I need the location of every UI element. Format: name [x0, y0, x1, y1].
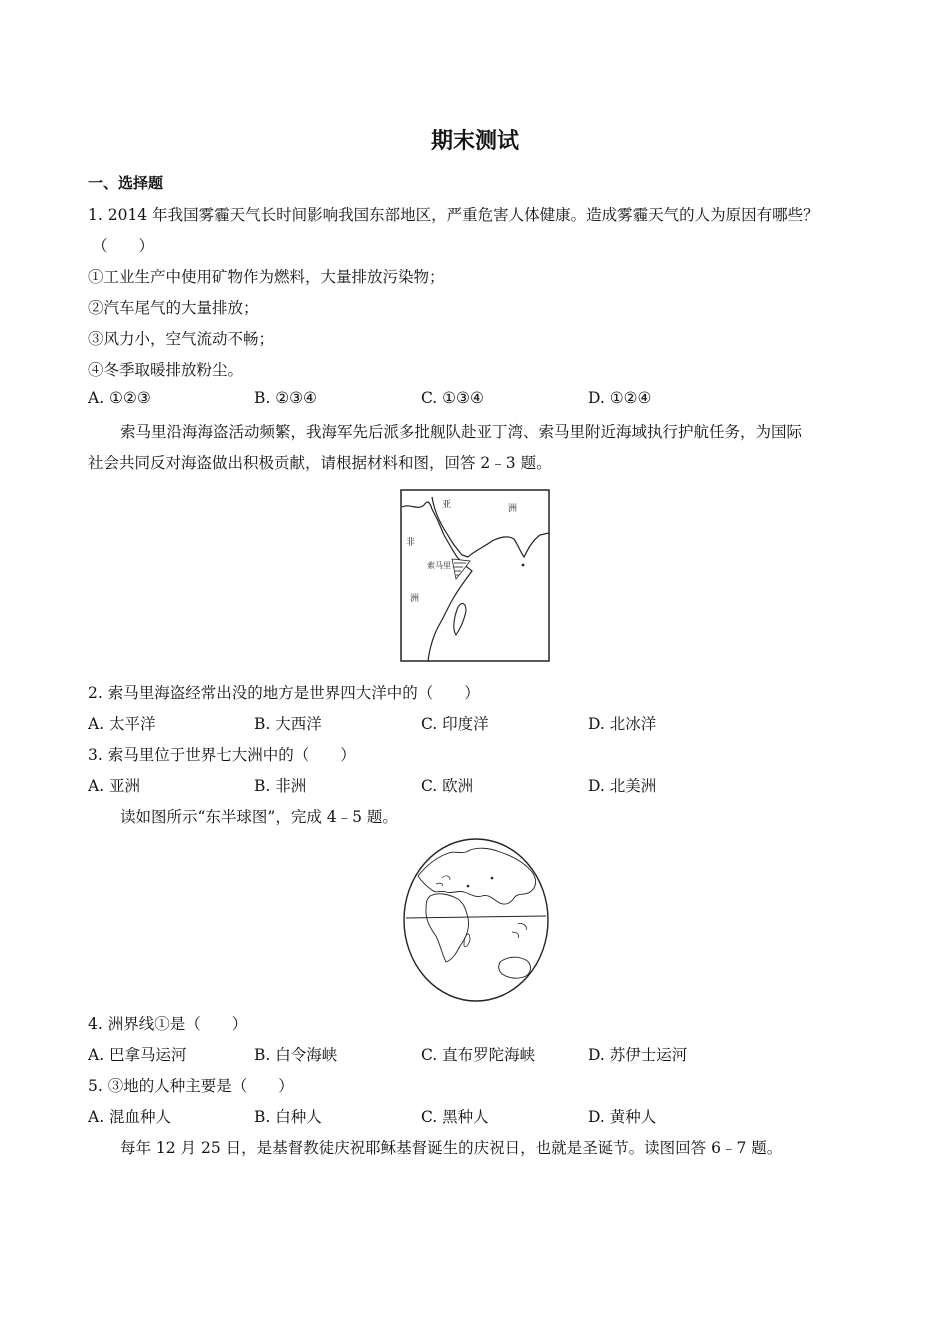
q5-option-d: D. 黄种人 — [588, 1108, 657, 1126]
q4-option-d: D. 苏伊士运河 — [588, 1046, 688, 1064]
q3-option-d: D. 北美洲 — [588, 777, 657, 795]
q2-option-b: B. 大西洋 — [254, 715, 322, 733]
map-label-africa-2: 洲 — [410, 594, 420, 604]
somalia-map — [400, 489, 552, 665]
q2-option-c: C. 印度洋 — [421, 715, 489, 733]
region-marker — [491, 877, 494, 880]
q2-stem: 2. 索马里海盗经常出没的地方是世界四大洋中的（ ） — [88, 684, 480, 702]
q1-item-2: ②汽车尾气的大量排放； — [88, 299, 259, 317]
q4-option-b: B. 白令海峡 — [254, 1046, 338, 1064]
q3-stem: 3. 索马里位于世界七大洲中的（ ） — [88, 746, 356, 764]
q3-option-c: C. 欧洲 — [421, 777, 474, 795]
page-title: 期末测试 — [430, 129, 519, 154]
q2-option-a: A. 太平洋 — [88, 715, 156, 733]
q1-option-c: C. ①③④ — [421, 389, 484, 407]
q4-option-a: A. 巴拿马运河 — [88, 1046, 187, 1064]
q4-stem: 4. 洲界线①是（ ） — [88, 1015, 248, 1033]
q3-option-a: A. 亚洲 — [88, 777, 141, 795]
q5-option-b: B. 白种人 — [254, 1108, 322, 1126]
map-label-africa-1: 非 — [406, 538, 416, 548]
q1-option-a: A. ①②③ — [88, 389, 151, 407]
q5-stem: 5. ③地的人种主要是（ ） — [88, 1077, 294, 1095]
q5-option-c: C. 黑种人 — [421, 1108, 489, 1126]
intro-6-7: 每年 12 月 25 日，是基督教徒庆祝耶稣基督诞生的庆祝日，也就是圣诞节。读图回答 6﹣7 题。 — [120, 1139, 783, 1157]
q2-option-d: D. 北冰洋 — [588, 715, 657, 733]
map-label-asia-1: 亚 — [442, 500, 452, 510]
intro-4-5: 读如图所示“东半球图”，完成 4﹣5 题。 — [120, 808, 398, 826]
q1-item-3: ③风力小，空气流动不畅； — [88, 330, 275, 348]
q1-option-b: B. ②③④ — [254, 389, 317, 407]
intro-2-3-line2: 社会共同反对海盗做出积极贡献，请根据材料和图，回答 2﹣3 题。 — [88, 454, 552, 472]
section-heading: 一、选择题 — [88, 174, 164, 192]
q1-item-4: ④冬季取暖排放粉尘。 — [88, 361, 244, 379]
q1-answer-paren: （ ） — [92, 237, 155, 255]
q4-option-c: C. 直布罗陀海峡 — [421, 1046, 536, 1064]
q5-option-a: A. 混血种人 — [88, 1108, 172, 1126]
q1-option-d: D. ①②④ — [588, 389, 652, 407]
sri-lanka — [522, 564, 525, 567]
map-frame — [401, 490, 549, 661]
q1-item-1: ①工业生产中使用矿物作为燃料，大量排放污染物； — [88, 268, 445, 286]
map-label-somalia: 索马里 — [427, 561, 451, 570]
q3-option-b: B. 非洲 — [254, 777, 307, 795]
eastern-hemisphere-map — [400, 836, 552, 1004]
boundary-marker — [467, 885, 470, 888]
q1-stem: 1. 2014 年我国雾霾天气长时间影响我国东部地区，严重危害人体健康。造成雾霾天气的人为原因有哪些？ — [88, 206, 819, 224]
map-label-asia-2: 洲 — [508, 504, 518, 514]
globe-outline — [404, 839, 548, 1001]
intro-2-3-line1: 索马里沿海海盗活动频繁，我海军先后派多批舰队赴亚丁湾、索马里附近海域执行护航任务，为国际 — [120, 423, 803, 441]
